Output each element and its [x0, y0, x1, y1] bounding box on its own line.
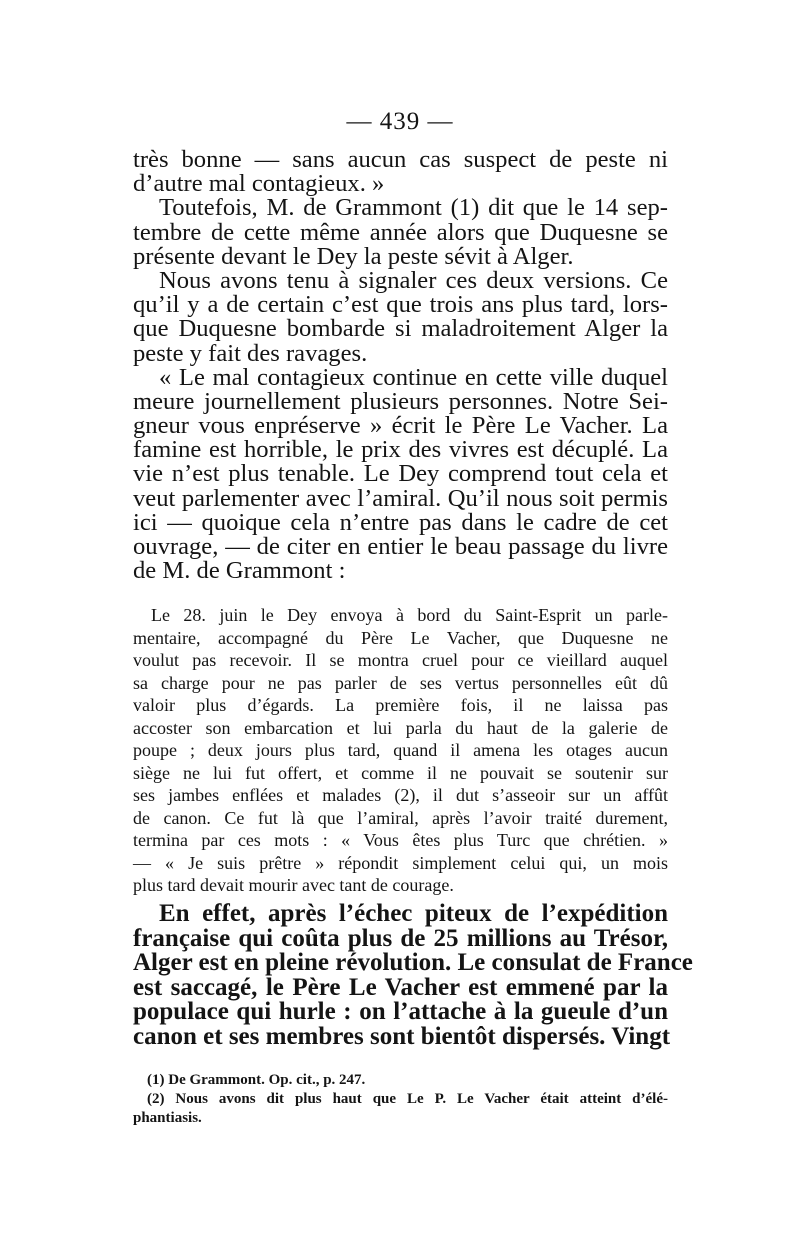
text-line: Nous avons tenu à signaler ces deux versions. Ce: [159, 266, 668, 294]
body-text: [133, 148, 668, 583]
text-line: qu’il y a de certain c’est que trois ans plus tard, lors-: [133, 291, 668, 319]
quote-line: poupe ; deux jours plus tard, quand il amena les otages aucun: [133, 740, 668, 760]
quote-line: voulut pas recevoir. Il se montra cruel pour ce vieillard auquel: [133, 650, 668, 670]
text-line: française qui coûta plus de 25 millions au Trésor,: [133, 924, 668, 952]
quote-line: plus tard devait mourir avec tant de courage.: [133, 875, 454, 895]
quote-line: ses jambes enflées et malades (2), il dut s’asseoir sur un affût: [133, 785, 668, 805]
text-line: que Duquesne bombarde si maladroitement Alger la: [133, 315, 668, 343]
text-line: d’autre mal contagieux. »: [133, 170, 385, 198]
text-line: vie n’est plus tenable. Le Dey comprend tout cela et: [133, 460, 668, 488]
quote-line: accoster son embarcation et lui parla du haut de la galerie de: [133, 717, 668, 738]
text-line: En effet, après l’échec piteux de l’expédition: [159, 900, 668, 927]
footnote-2-continuation: phantiasis.: [133, 1110, 202, 1126]
text-line: ouvrage, — de citer en entier le beau passage du livre: [133, 533, 668, 560]
text-line: gneur vous enpréserve » écrit le Père Le Vacher. La: [133, 412, 668, 440]
quote-line: siège ne lui fut offert, et comme il ne pouvait se soutenir sur: [133, 762, 668, 783]
block-quote: [133, 604, 668, 897]
quote-line: valoir plus d’égards. La première fois, il ne laissa pas: [133, 695, 668, 715]
text-line: très bonne — sans aucun cas suspect de peste ni: [133, 146, 668, 173]
text-line: peste y fait des ravages.: [133, 339, 368, 367]
text-line: tembre de cette même année alors que Duquesne se: [133, 218, 668, 246]
quote-line: Le 28. juin le Dey envoya à bord du Saint-Esprit un parle-: [151, 605, 668, 625]
text-line: famine est horrible, le prix des vivres est décuplé. La: [133, 436, 668, 464]
closing-paragraph: [133, 900, 693, 1050]
footnote-1: (1) De Grammont. Op. cit., p. 247.: [147, 1072, 366, 1088]
text-line: Alger est en pleine révolution. Le consulat de France: [133, 949, 693, 977]
text-line: de M. de Grammont :: [133, 557, 346, 585]
text-line: meure journellement plusieurs personnes. Notre Sei-: [133, 387, 668, 415]
text-line: est saccagé, le Père Le Vacher est emmené par la: [133, 973, 668, 1001]
quote-line: mentaire, accompagné du Père Le Vacher, que Duquesne ne: [133, 627, 668, 648]
text-line: ici — quoique cela n’entre pas dans le cadre de cet: [133, 508, 668, 536]
text-line: « Le mal contagieux continue en cette ville duquel: [159, 363, 668, 391]
footnote-2: (2) Nous avons dit plus haut que Le P. Le Vacher était atteint d’élé-: [147, 1091, 668, 1107]
page-number: — 439 —: [346, 108, 454, 135]
text-line: veut parlementer avec l’amiral. Qu’il nous soit permis: [133, 484, 668, 512]
text-line: canon et ses membres sont bientôt dispersés. Vingt: [133, 1022, 671, 1050]
quote-line: termina par ces mots : « Vous êtes plus Turc que chrétien. »: [133, 830, 668, 850]
quote-line: — « Je suis prêtre » répondit simplement celui qui, un mois: [133, 852, 668, 873]
text-line: Toutefois, M. de Grammont (1) dit que le 14 sep-: [159, 194, 668, 222]
quote-line: sa charge pour ne pas parler de ses vertus personnelles eût dû: [133, 672, 668, 693]
text-line: présente devant le Dey la peste sévit à Alger.: [133, 242, 574, 270]
footnotes: [133, 1071, 668, 1128]
quote-line: de canon. Ce fut là que l’amiral, après l’avoir traité durement,: [133, 807, 668, 828]
text-line: populace qui hurle : on l’attache à la gueule d’un: [133, 998, 668, 1026]
